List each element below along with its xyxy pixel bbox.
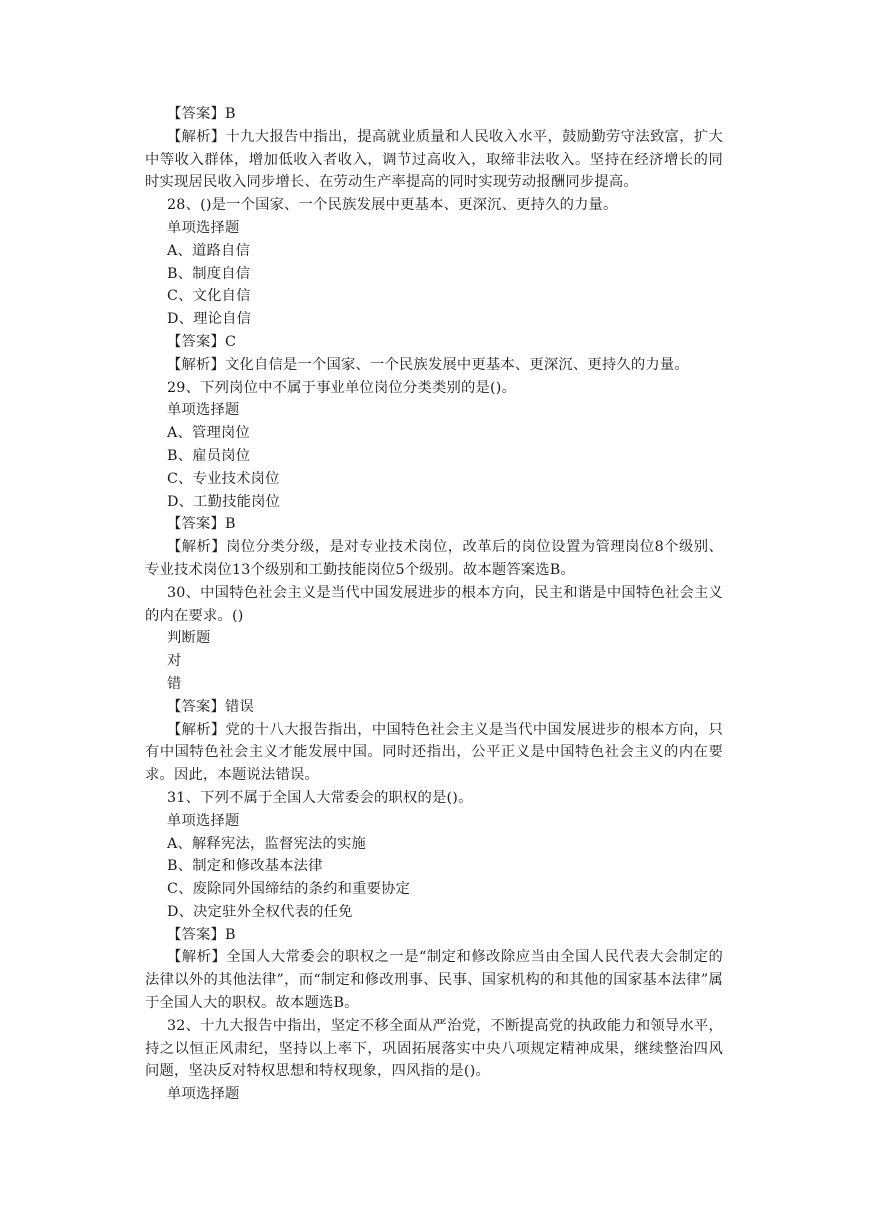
option-28-d: D、理论自信 bbox=[167, 311, 252, 328]
analysis-27: 【解析】十九大报告中指出，提高就业质量和人民收入水平，鼓励勤劳守法致富，扩大中等收入群体，增加低收入者收入，调节过高收入，取缔非法收入。坚持在经济增长的同时实现居民收入同步增长、在劳动生产率提高的同时实现劳动报酬同步提高。 bbox=[145, 128, 723, 191]
option-28-b: B、制度自信 bbox=[167, 265, 251, 282]
analysis-31: 【解析】全国人大常委会的职权之一是“制定和修改除应当由全国人民代表大会制定的法律以外的其他法律”，而“制定和修改刑事、民事、国家机构的和其他的国家基本法律”属于全国人大的职权。故本题选B。 bbox=[145, 949, 723, 1012]
question-type-30: 判断题 bbox=[167, 630, 211, 647]
question-31: 31、下列不属于全国人大常委会的职权的是()。 bbox=[167, 789, 473, 806]
option-31-b: B、制定和修改基本法律 bbox=[167, 858, 323, 875]
option-31-a: A、解释宪法，监督宪法的实施 bbox=[167, 835, 366, 852]
answer-31: 【答案】B bbox=[167, 926, 236, 943]
answer-28: 【答案】C bbox=[167, 333, 237, 350]
option-31-d: D、决定驻外全权代表的任免 bbox=[167, 903, 353, 920]
question-29: 29、下列岗位中不属于事业单位岗位分类类别的是()。 bbox=[167, 379, 517, 396]
option-31-c: C、废除同外国缔结的条约和重要协定 bbox=[167, 881, 411, 898]
option-29-b: B、雇员岗位 bbox=[167, 447, 251, 464]
answer-27: 【答案】B bbox=[167, 106, 236, 122]
question-28: 28、()是一个国家、一个民族发展中更基本、更深沉、更持久的力量。 bbox=[167, 197, 618, 214]
question-type-31: 单项选择题 bbox=[167, 812, 240, 829]
analysis-29: 【解析】岗位分类分级，是对专业技术岗位，改革后的岗位设置为管理岗位8个级别、专业技术岗位13个级别和工勤技能岗位5个级别。故本题答案选B。 bbox=[145, 539, 723, 578]
answer-29: 【答案】B bbox=[167, 516, 236, 533]
option-29-a: A、管理岗位 bbox=[167, 425, 251, 442]
question-type-29: 单项选择题 bbox=[167, 402, 240, 419]
option-29-d: D、工勤技能岗位 bbox=[167, 493, 281, 510]
option-30-false: 错 bbox=[167, 675, 182, 692]
question-30: 30、中国特色社会主义是当代中国发展进步的根本方向，民主和谐是中国特色社会主义的内在要求。() bbox=[145, 584, 723, 624]
answer-30: 【答案】错误 bbox=[167, 698, 254, 715]
analysis-30: 【解析】党的十八大报告指出，中国特色社会主义是当代中国发展进步的根本方向，只有中国特色社会主义才能发展中国。同时还指出，公平正义是中国特色社会主义的内在要求。因此，本题说法错误。 bbox=[145, 721, 723, 784]
question-32: 32、十九大报告中指出，坚定不移全面从严治党，不断提高党的执政能力和领导水平，持之以恒正风肃纪，坚持以上率下，巩固拓展落实中央八项规定精神成果，继续整治四风问题，坚决反对特权思想和特权现象，四风指的是()。 bbox=[145, 1017, 723, 1080]
exam-text bbox=[145, 103, 723, 1106]
question-type-28: 单项选择题 bbox=[167, 219, 240, 236]
option-28-a: A、道路自信 bbox=[167, 242, 251, 259]
question-type-32: 单项选择题 bbox=[167, 1086, 240, 1103]
analysis-28: 【解析】文化自信是一个国家、一个民族发展中更基本、更深沉、更持久的力量。 bbox=[167, 356, 689, 373]
option-28-c: C、文化自信 bbox=[167, 288, 251, 305]
option-29-c: C、专业技术岗位 bbox=[167, 470, 280, 487]
option-30-true: 对 bbox=[167, 653, 182, 670]
